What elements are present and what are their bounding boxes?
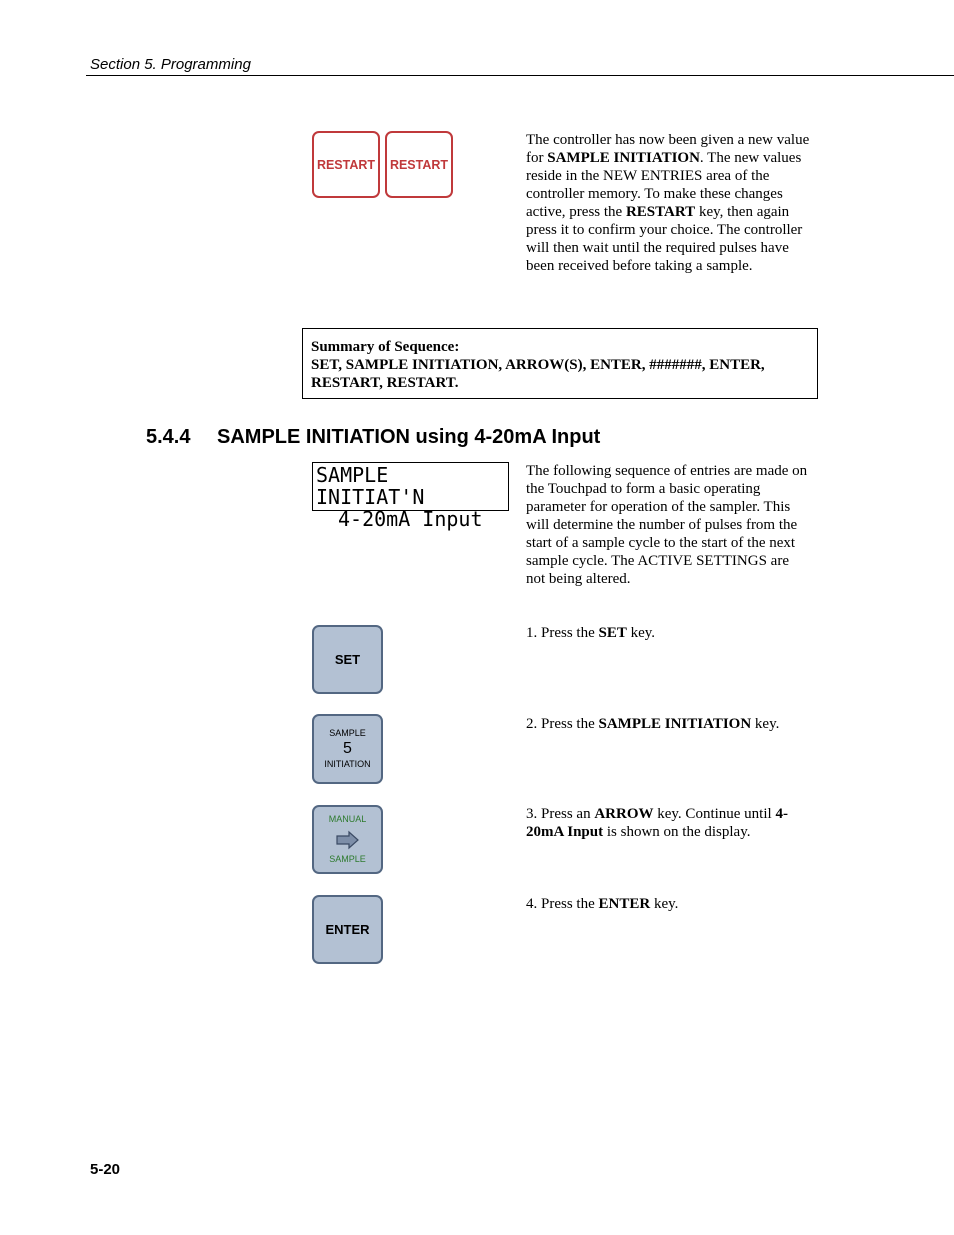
lcd-line-1: SAMPLE INITIAT'N [316, 463, 425, 509]
right-arrow-icon [336, 830, 360, 850]
restart-description: The controller has now been given a new value for SAMPLE INITIATION. The new values reside in the NEW ENTRIES area of the controller memory. To make these changes active, press the RESTART key, then again press it to confirm your choice. The controller will then wait until the required pulses have been received before taking a sample. [526, 132, 810, 274]
bold-term: 4-20mA Input [526, 806, 788, 840]
step-2: 2. Press the SAMPLE INITIATION key. [526, 716, 780, 732]
lcd-line-2: 4-20mA Input [338, 507, 483, 531]
arrow-key [312, 805, 383, 874]
sample-initiation-key [312, 714, 383, 784]
sample-key-top-label: SAMPLE [329, 728, 366, 738]
arrow-key-top-label: MANUAL [328, 814, 367, 824]
page-number: 5-20 [90, 1161, 121, 1178]
restart-key-confirm [385, 131, 453, 198]
set-key-label: SET [334, 652, 361, 667]
step-4: 4. Press the ENTER key. [526, 896, 679, 912]
running-header: Section 5. Programming [90, 56, 251, 73]
section-heading [146, 426, 600, 449]
summary-body: SET, SAMPLE INITIATION, ARROW(S), ENTER, #######, ENTER, RESTART, RESTART. [311, 357, 765, 391]
restart-key-label: RESTART [316, 157, 376, 172]
restart-key [312, 131, 380, 198]
section-title: SAMPLE INITIATION using 4-20mA Input [217, 426, 601, 448]
bold-term: SET [598, 625, 627, 641]
sample-key-bottom-label: INITIATION [324, 759, 371, 769]
bold-term: ENTER [598, 896, 651, 912]
set-key [312, 625, 383, 694]
header-rule [86, 75, 954, 76]
intro-paragraph: The following sequence of entries are made on the Touchpad to form a basic operating parameter for operation of the sampler. This will determine the number of pulses from the start of a sample cycle to the start of the next sample cycle. The ACTIVE SETTINGS are not being altered. [526, 463, 808, 587]
step-3: 3. Press an ARROW key. Continue until 4-20mA Input is shown on the display. [526, 806, 788, 840]
bold-term: ARROW [594, 806, 654, 822]
bold-term: RESTART [625, 204, 696, 220]
bold-term: SAMPLE INITIATION [598, 716, 752, 732]
enter-key-label: ENTER [325, 922, 370, 937]
sample-key-number: 5 [343, 740, 352, 757]
enter-key [312, 895, 383, 964]
bold-term: SAMPLE INITIATION [547, 150, 700, 166]
summary-box [302, 328, 818, 399]
restart-key-confirm-label: RESTART [389, 157, 449, 172]
section-number: 5.4.4 [146, 426, 191, 448]
summary-title: Summary of Sequence: [311, 339, 460, 355]
lcd-display [312, 462, 509, 531]
step-1: 1. Press the SET key. [526, 625, 656, 641]
arrow-key-bottom-label: SAMPLE [329, 854, 366, 864]
